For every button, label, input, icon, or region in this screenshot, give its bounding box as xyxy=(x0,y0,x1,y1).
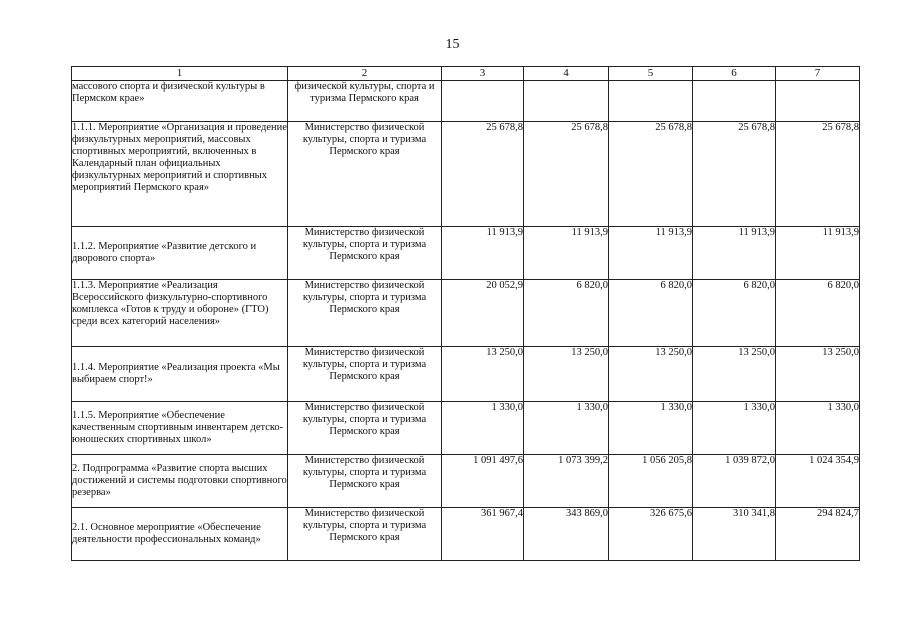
value-cell: 25 678,8 xyxy=(693,122,776,227)
table-row xyxy=(72,280,860,347)
executor: Министерство физической культуры, спорта и туризма Пермского края xyxy=(288,122,442,227)
header-row xyxy=(72,67,860,81)
col-header-4: 4 xyxy=(524,67,609,81)
col-header-3: 3 xyxy=(442,67,524,81)
value-cell: 343 869,0 xyxy=(524,508,609,561)
activity-name: 2. Подпрограмма «Развитие спорта высших достижений и системы подготовки спортивного резерва» xyxy=(72,455,288,508)
executor: Министерство физической культуры, спорта и туризма Пермского края xyxy=(288,508,442,561)
value-cell: 6 820,0 xyxy=(609,280,693,347)
col-header-2: 2 xyxy=(288,67,442,81)
value-cell: 25 678,8 xyxy=(776,122,860,227)
activity-name: 2.1. Основное мероприятие «Обеспечение деятельности профессиональных команд» xyxy=(72,508,288,561)
value-cell: 1 330,0 xyxy=(693,402,776,455)
value-cell: 1 024 354,9 xyxy=(776,455,860,508)
value-cell: 1 330,0 xyxy=(524,402,609,455)
value-cell: 13 250,0 xyxy=(442,347,524,402)
col-header-6: 6 xyxy=(693,67,776,81)
value-cell: 1 073 399,2 xyxy=(524,455,609,508)
executor: Министерство физической культуры, спорта и туризма Пермского края xyxy=(288,402,442,455)
page-number: 15 xyxy=(445,37,460,52)
table-row xyxy=(72,508,860,561)
executor: Министерство физической культуры, спорта и туризма Пермского края xyxy=(288,455,442,508)
value-cell: 11 913,9 xyxy=(776,227,860,280)
table-row xyxy=(72,347,860,402)
value-cell: 13 250,0 xyxy=(609,347,693,402)
value-cell: 13 250,0 xyxy=(524,347,609,402)
value-cell: 13 250,0 xyxy=(693,347,776,402)
executor: физической культуры, спорта и туризма Пермского края xyxy=(288,81,442,122)
table-row xyxy=(72,81,860,122)
activity-name: 1.1.4. Мероприятие «Реализация проекта «Мы выбираем спорт!» xyxy=(72,347,288,402)
value-cell: 11 913,9 xyxy=(442,227,524,280)
table-row xyxy=(72,455,860,508)
value-cell: 326 675,6 xyxy=(609,508,693,561)
value-cell: 1 091 497,6 xyxy=(442,455,524,508)
value-cell xyxy=(609,81,693,122)
value-cell: 11 913,9 xyxy=(524,227,609,280)
value-cell: 25 678,8 xyxy=(442,122,524,227)
value-cell xyxy=(524,81,609,122)
value-cell: 20 052,9 xyxy=(442,280,524,347)
budget-table xyxy=(71,66,860,561)
activity-name: 1.1.1. Мероприятие «Организация и проведение физкультурных мероприятий, массовых спортивных мероприятий, включенных в Календарный план официальных физкультурных мероприятий и спортивных мероприятий Пермского края» xyxy=(72,122,288,227)
value-cell: 310 341,8 xyxy=(693,508,776,561)
value-cell xyxy=(776,81,860,122)
value-cell: 11 913,9 xyxy=(609,227,693,280)
value-cell: 6 820,0 xyxy=(693,280,776,347)
table-row xyxy=(72,122,860,227)
value-cell: 13 250,0 xyxy=(776,347,860,402)
value-cell: 294 824,7 xyxy=(776,508,860,561)
activity-name: 1.1.3. Мероприятие «Реализация Всероссийского физкультурно-спортивного комплекса «Готов к труду и обороне» (ГТО) среди всех категорий населения» xyxy=(72,280,288,347)
value-cell: 6 820,0 xyxy=(776,280,860,347)
activity-name: массового спорта и физической культуры в Пермском крае» xyxy=(72,81,288,122)
value-cell: 25 678,8 xyxy=(609,122,693,227)
executor: Министерство физической культуры, спорта и туризма Пермского края xyxy=(288,347,442,402)
value-cell: 1 330,0 xyxy=(609,402,693,455)
value-cell: 1 330,0 xyxy=(776,402,860,455)
value-cell: 1 056 205,8 xyxy=(609,455,693,508)
value-cell: 1 039 872,0 xyxy=(693,455,776,508)
value-cell: 6 820,0 xyxy=(524,280,609,347)
executor: Министерство физической культуры, спорта и туризма Пермского края xyxy=(288,280,442,347)
table-row xyxy=(72,402,860,455)
table-row xyxy=(72,227,860,280)
col-header-1: 1 xyxy=(72,67,288,81)
col-header-5: 5 xyxy=(609,67,693,81)
value-cell: 25 678,8 xyxy=(524,122,609,227)
value-cell: 361 967,4 xyxy=(442,508,524,561)
value-cell: 11 913,9 xyxy=(693,227,776,280)
col-header-7: 7 xyxy=(776,67,860,81)
value-cell xyxy=(442,81,524,122)
value-cell: 1 330,0 xyxy=(442,402,524,455)
value-cell xyxy=(693,81,776,122)
activity-name: 1.1.5. Мероприятие «Обеспечение качественным спортивным инвентарем детско-юношеских спортивных школ» xyxy=(72,402,288,455)
executor: Министерство физической культуры, спорта и туризма Пермского края xyxy=(288,227,442,280)
activity-name: 1.1.2. Мероприятие «Развитие детского и дворового спорта» xyxy=(72,227,288,280)
